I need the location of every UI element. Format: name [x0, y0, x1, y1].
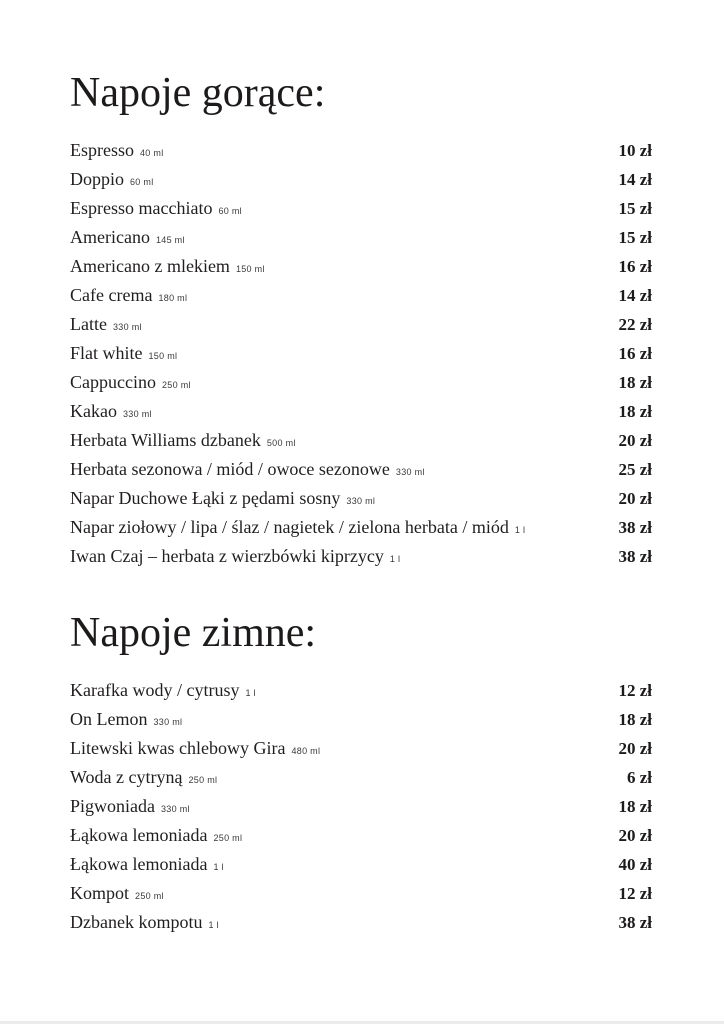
menu-item-price: 18 zł: [618, 797, 652, 816]
menu-item-name: Espresso: [70, 140, 134, 160]
menu-item-volume: 180 ml: [158, 293, 188, 303]
menu-item-price: 18 zł: [618, 710, 652, 729]
menu-item-price: 38 zł: [618, 547, 652, 566]
menu-item-volume: 150 ml: [235, 264, 265, 274]
menu-item-name: Doppio: [70, 169, 124, 189]
menu-item-volume: 60 ml: [218, 206, 242, 216]
section-title-cold-drinks: Napoje zimne:: [70, 610, 317, 656]
menu-item-volume: 330 ml: [161, 804, 190, 814]
menu-item-price: 14 zł: [618, 170, 652, 189]
menu-item-row: [70, 542, 652, 571]
menu-item-row: [70, 223, 652, 252]
menu-item-volume: 500 ml: [266, 438, 296, 448]
menu-item-name: Cafe crema: [70, 285, 153, 305]
menu-item-name: Woda z cytryną: [70, 767, 183, 787]
menu-item-volume: 150 ml: [148, 351, 178, 361]
menu-item-name: Americano z mlekiem: [70, 256, 230, 276]
menu-item-row: [70, 908, 652, 937]
menu-item-volume: 1 l: [389, 554, 401, 564]
menu-item-name: Espresso macchiato: [70, 198, 213, 218]
menu-item-row: [70, 676, 652, 705]
menu-item-row: [70, 252, 652, 281]
menu-item-volume: 1 l: [245, 688, 256, 698]
menu-item-volume: 250 ml: [213, 833, 243, 843]
menu-item-row: [70, 763, 652, 792]
menu-item-price: 20 zł: [618, 489, 652, 508]
hot-drinks-list: [70, 136, 652, 571]
menu-item-row: [70, 879, 652, 908]
menu-item-row: [70, 339, 652, 368]
menu-item-name: Herbata sezonowa / miód / owoce sezonowe: [70, 459, 390, 479]
menu-item-row: [70, 513, 652, 542]
menu-item-row: [70, 455, 652, 484]
menu-item-volume: 1 l: [208, 920, 219, 930]
menu-item-volume: 330 ml: [395, 467, 425, 477]
menu-item-price: 15 zł: [618, 228, 652, 247]
menu-item-name: Napar Duchowe Łąki z pędami sosny: [70, 488, 341, 508]
menu-item-volume: 330 ml: [112, 322, 142, 332]
menu-item-row: [70, 426, 652, 455]
menu-item-price: 18 zł: [618, 402, 652, 421]
menu-item-row: [70, 484, 652, 513]
menu-item-row: [70, 368, 652, 397]
menu-item-name: Dzbanek kompotu: [70, 912, 203, 932]
menu-item-name: Karafka wody / cytrusy: [70, 680, 240, 700]
menu-item-name: Napar ziołowy / lipa / ślaz / nagietek / zielona herbata / miód: [70, 517, 509, 537]
menu-item-price: 16 zł: [618, 344, 652, 363]
menu-item-volume: 480 ml: [291, 746, 321, 756]
menu-item-price: 16 zł: [618, 257, 652, 276]
menu-item-name: Łąkowa lemoniada: [70, 825, 208, 845]
menu-item-price: 18 zł: [618, 373, 652, 392]
menu-item-row: [70, 165, 652, 194]
menu-item-name: Kakao: [70, 401, 117, 421]
menu-item-name: Kompot: [70, 883, 130, 903]
menu-item-row: [70, 792, 652, 821]
menu-item-price: 12 zł: [618, 884, 652, 903]
menu-item-price: 40 zł: [618, 855, 652, 874]
section-title-hot-drinks: Napoje gorące:: [70, 70, 326, 116]
menu-item-name: Flat white: [70, 343, 143, 363]
menu-item-name: Americano: [70, 227, 150, 247]
menu-item-volume: 330 ml: [122, 409, 152, 419]
menu-item-price: 20 zł: [618, 826, 652, 845]
cold-drinks-list: [70, 676, 652, 937]
menu-item-price: 6 zł: [626, 768, 652, 787]
menu-item-price: 20 zł: [618, 739, 652, 758]
menu-item-row: [70, 281, 652, 310]
menu-item-volume: 250 ml: [161, 380, 191, 390]
menu-item-volume: 40 ml: [140, 148, 164, 158]
menu-item-name: On Lemon: [70, 709, 148, 729]
menu-item-row: [70, 850, 652, 879]
menu-item-volume: 1 l: [213, 862, 224, 872]
menu-item-name: Litewski kwas chlebowy Gira: [70, 738, 286, 758]
menu-item-name: Latte: [70, 314, 107, 334]
menu-item-row: [70, 397, 652, 426]
menu-item-row: [70, 310, 652, 339]
menu-item-name: Pigwoniada: [70, 796, 155, 816]
menu-item-volume: 330 ml: [346, 496, 376, 506]
menu-item-price: 38 zł: [618, 518, 652, 537]
menu-item-price: 38 zł: [618, 913, 652, 932]
menu-item-name: Cappuccino: [70, 372, 156, 392]
menu-item-price: 25 zł: [618, 460, 652, 479]
menu-item-row: [70, 705, 652, 734]
menu-item-price: 22 zł: [618, 315, 652, 334]
menu-item-name: Łąkowa lemoniada: [70, 854, 208, 874]
menu-item-row: [70, 821, 652, 850]
menu-item-price: 10 zł: [618, 141, 652, 160]
menu-item-volume: 250 ml: [188, 775, 218, 785]
menu-item-volume: 250 ml: [135, 891, 164, 901]
menu-item-row: [70, 734, 652, 763]
menu-item-price: 15 zł: [618, 199, 652, 218]
menu-item-row: [70, 136, 652, 165]
menu-item-volume: 145 ml: [155, 235, 185, 245]
menu-item-name: Iwan Czaj – herbata z wierzbówki kiprzycy: [70, 546, 384, 566]
menu-item-price: 12 zł: [618, 681, 652, 700]
menu-item-name: Herbata Williams dzbanek: [70, 430, 261, 450]
menu-item-volume: 330 ml: [153, 717, 183, 727]
menu-item-row: [70, 194, 652, 223]
menu-item-price: 20 zł: [618, 431, 652, 450]
menu-item-volume: 1 l: [514, 525, 526, 535]
menu-item-volume: 60 ml: [130, 177, 154, 187]
menu-item-price: 14 zł: [618, 286, 652, 305]
